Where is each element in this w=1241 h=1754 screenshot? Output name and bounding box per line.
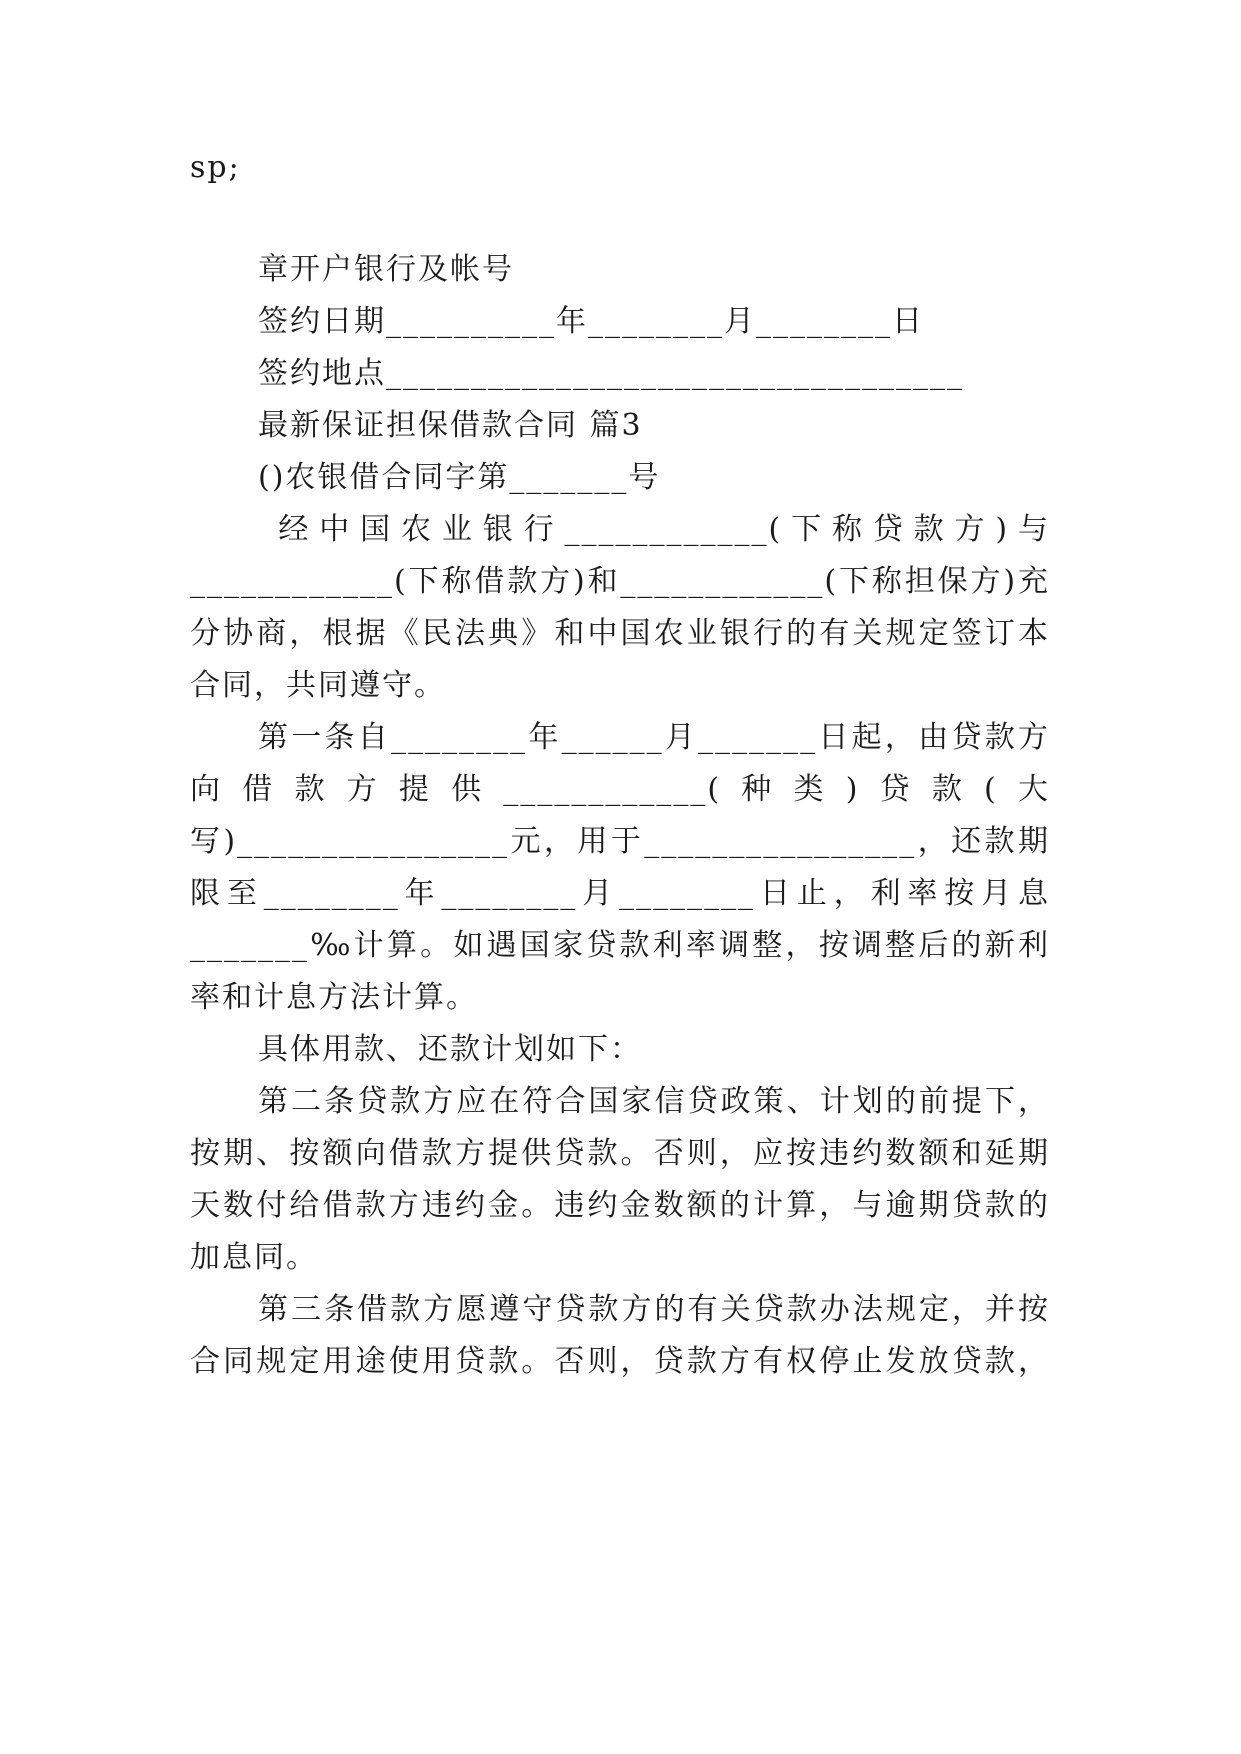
signing-place-line: 签约地点__________________________________	[258, 356, 964, 391]
article-2-line: 加息同。	[190, 1240, 318, 1275]
article-1-line: 限至________年________月________日止，利率按月息	[190, 876, 1050, 911]
plan-line: 具体用款、还款计划如下：	[258, 1032, 642, 1067]
article-1-line: _______‰计算。如遇国家贷款利率调整，按调整后的新利	[190, 928, 1050, 963]
paragraph-line: 合同，共同遵守。	[190, 668, 446, 703]
article-1-line: 第一条自________年______月_______日起，由贷款方	[258, 720, 1050, 755]
article-2-line: 天数付给借款方违约金。违约金数额的计算，与逾期贷款的	[190, 1188, 1050, 1223]
signing-date-line: 签约日期__________年________月________日	[258, 304, 924, 339]
contract-number-line: ()农银借合同字第_______号	[258, 460, 661, 495]
article-1-line: 率和计息方法计算。	[190, 980, 478, 1015]
article-1-line: 写)________________元，用于________________，还款期	[190, 824, 1050, 859]
bank-account-line: 章开户银行及帐号	[258, 252, 514, 287]
paragraph-line: 经中国农业银行____________(下称贷款方)与	[258, 512, 1050, 547]
section-heading: 最新保证担保借款合同 篇3	[258, 408, 643, 443]
article-2-line: 第二条贷款方应在符合国家信贷政策、计划的前提下，	[258, 1084, 1050, 1119]
paragraph-line: ____________(下称借款方)和____________(下称担保方)充	[190, 564, 1050, 599]
paragraph-line: 分协商，根据《民法典》和中国农业银行的有关规定签订本	[190, 616, 1050, 651]
article-2-line: 按期、按额向借款方提供贷款。否则，应按违约数额和延期	[190, 1136, 1050, 1171]
article-3-line: 合同规定用途使用贷款。否则，贷款方有权停止发放贷款，	[190, 1344, 1050, 1379]
article-1-line: 向借款方提供____________(种类)贷款(大	[190, 772, 1050, 807]
text-fragment: sp;	[190, 150, 241, 185]
article-3-line: 第三条借款方愿遵守贷款方的有关贷款办法规定，并按	[258, 1292, 1050, 1327]
